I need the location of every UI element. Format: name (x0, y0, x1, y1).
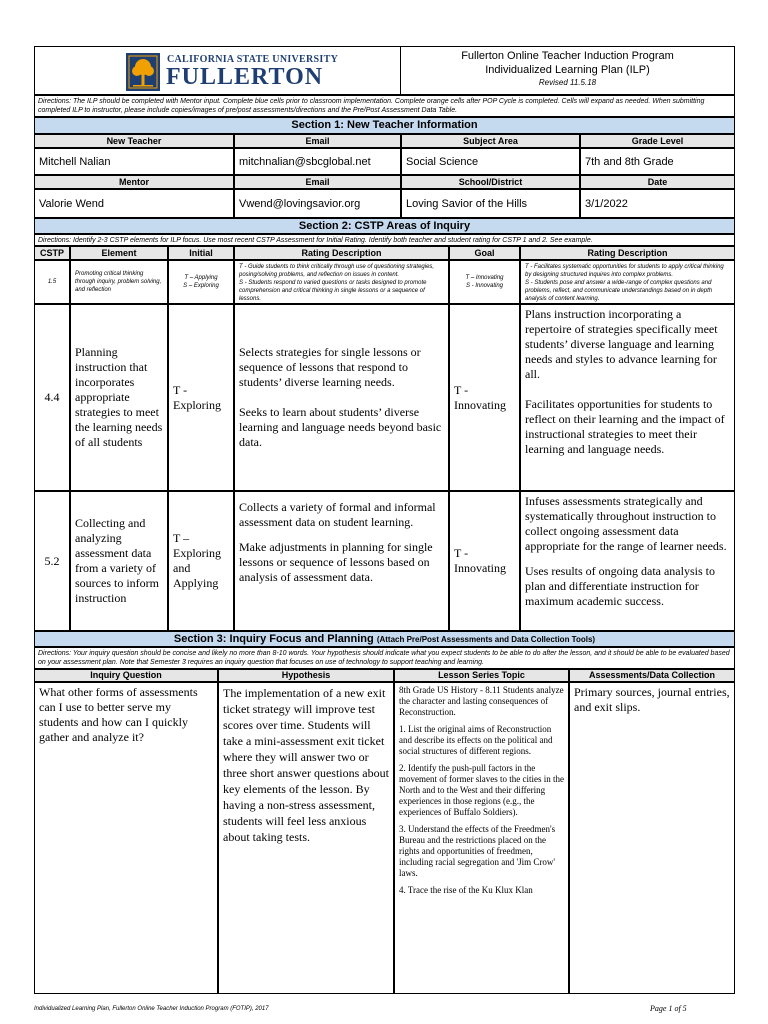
school-value: Loving Savior of the Hills (401, 189, 580, 218)
example-goal: T – Innovating S - Innovating (449, 260, 520, 304)
logo-cell (34, 46, 401, 95)
example-goal-rating: T - Facilitates systematic opportunities for students to apply critical thinking by designing structured inquires into complex problems. S - Students pose and answer a wide-range of complex questions and problems, reflect, and communicate understandings based on in depth analysis of content learning. (520, 260, 735, 304)
section1-title: Section 1: New Teacher Information (34, 117, 735, 134)
university-top-label: CALIFORNIA STATE UNIVERSITY (167, 54, 339, 65)
goal-row-2: T - Innovating (449, 491, 520, 631)
plan-title: Individualized Learning Plan (ILP) (485, 64, 650, 76)
header-hypothesis: Hypothesis (218, 669, 394, 682)
lesson-topic-item: 2. Identify the push-pull factors in the movement of former slaves to the cities in the North and to the West and their differing experiences in those regions (e.g., the experiences of Buffalo Soldiers). (399, 763, 564, 817)
header-new-teacher: New Teacher (34, 134, 234, 148)
goal-rating-row-2-a: Infuses assessments strategically and systematically throughout instruction to collect ongoing assessment data appropriate for the range of learner needs. (525, 494, 727, 553)
lesson-topic-item: 3. Understand the effects of the Freedmen's Bureau and the restrictions placed on the rights and opportunities of freedmen, including racial segregation and 'Jim Crow' laws. (399, 824, 556, 878)
grade-level-value: 7th and 8th Grade (580, 148, 735, 175)
program-title: Fullerton Online Teacher Induction Program (461, 50, 674, 62)
header-lesson-series-topic: Lesson Series Topic (394, 669, 569, 682)
subject-area-value: Social Science (401, 148, 580, 175)
assessments-value: Primary sources, journal entries, and exit slips. (569, 682, 735, 994)
section2-directions: Directions: Identify 2-3 CSTP elements for ILP focus. Use most recent CSTP Assessment for Initial Rating. Identify both teacher and student rating for CSTP 1 and 2. See example. (34, 234, 735, 246)
goal-rating-row-1-a: Plans instruction incorporating a repertoire of strategies specifically meet students’ diverse language and learning needs and styles to advance learning for all. (525, 307, 718, 381)
rating-row-2-b: Make adjustments in planning for single lessons or sequence of lessons based on analysis of assessment data. (239, 540, 433, 584)
header-element: Element (70, 246, 168, 260)
example-cstp: 1.5 (34, 260, 70, 304)
header-school: School/District (401, 175, 580, 189)
university-seal-icon (125, 52, 161, 92)
footer-left: Individualized Learning Plan, Fullerton Online Teacher Induction Program (FOTIP), 2017 (34, 1006, 269, 1012)
goal-rating-row-2-b: Uses results of ongoing data analysis to plan and differentiate instruction for maximum academic success. (525, 564, 715, 608)
program-title-cell (400, 46, 735, 95)
header-mentor-email: Email (234, 175, 401, 189)
lesson-topic-cell (394, 682, 569, 994)
header-initial: Initial (168, 246, 234, 260)
rating-row-2 (234, 491, 449, 631)
inquiry-question-value: What other forms of assessments can I use to better serve my students and how can I quickly gather and analyze it? (34, 682, 218, 994)
goal-row-1: T - Innovating (449, 304, 520, 491)
mentor-value: Valorie Wend (34, 189, 234, 218)
header-goal-rating-description: Rating Description (520, 246, 735, 260)
rating-row-2-a: Collects a variety of formal and informal assessment data on student learning. (239, 500, 436, 529)
lesson-topic-intro: 8th Grade US History - 8.11 Students analyze the character and lasting consequences of Reconstruction. (399, 685, 564, 717)
goal-rating-row-1 (520, 304, 735, 491)
lesson-topic-item: 1. List the original aims of Reconstruction and describe its effects on the political and social structures of different regions. (399, 724, 553, 756)
initial-row-1: T - Exploring (168, 304, 234, 491)
university-name: FULLERTON (166, 64, 324, 90)
element-row-2: Collecting and analyzing assessment data from a variety of sources to inform instruction (70, 491, 168, 631)
directions-main: Directions: The ILP should be completed with Mentor input. Complete blue cells prior to classroom implementation. Complete orange cells after POP Cycle is completed. Cells will expand as needed. When submitting completed ILP to instructor, please include copies/images of pre/post assessments/directions and the Pre/Post Assessment Data Table. (34, 95, 735, 117)
hypothesis-value: The implementation of a new exit ticket strategy will improve test scores over time. Students will take a mini-assessment exit ticket where they will answer two or three short answer questions about key elements of the lesson. By having a non-stress assessment, students will feel less anxious about taking tests. (218, 682, 394, 994)
element-row-1: Planning instruction that incorporates appropriate strategies to meet the learning needs of all students (70, 304, 168, 491)
section2-title: Section 2: CSTP Areas of Inquiry (34, 218, 735, 234)
cstp-row-2: 5.2 (34, 491, 70, 631)
section3-title-note: (Attach Pre/Post Assessments and Data Collection Tools) (376, 635, 596, 644)
date-value: 3/1/2022 (580, 189, 735, 218)
header-subject-area: Subject Area (401, 134, 580, 148)
rating-row-1-a: Selects strategies for single lessons or sequence of lessons that respond to students’ diverse learning needs. (239, 345, 421, 389)
footer-page: Page 1 of 5 (650, 1004, 687, 1013)
header-inquiry-question: Inquiry Question (34, 669, 218, 682)
header-date: Date (580, 175, 735, 189)
header-assessments: Assessments/Data Collection (569, 669, 735, 682)
example-element: Promoting critical thinking through inquiry, problem solving, and reflection (70, 260, 168, 304)
example-initial: T – Applying S – Exploring (168, 260, 234, 304)
initial-row-2: T – Exploring and Applying (168, 491, 234, 631)
section3-directions: Directions: Your inquiry question should be concise and likely no more than 8-10 words. Your hypothesis should indicate what you expect students to be able to do after the lesson, and it should be able to be evaluated based on your assessment plan. Note that Semester 3 requires an inquiry question that focuses on use of technology to support teaching and learning. (34, 647, 735, 669)
header-grade-level: Grade Level (580, 134, 735, 148)
header-email: Email (234, 134, 401, 148)
new-teacher-value: Mitchell Nalian (34, 148, 234, 175)
rating-row-1 (234, 304, 449, 491)
goal-rating-row-1-b: Facilitates opportunities for students to reflect on their learning and the impact of instructional strategies to meet their learning and language needs. (525, 397, 725, 456)
example-rating: T - Guide students to think critically through use of questioning strategies, posing/solving problems, and reflection on issues in content. S - Students respond to varied questions or tasks designed to promote comprehension and critical thinking in single lessons or a sequence of lessons. (234, 260, 449, 304)
mentor-email-value: Vwend@lovingsavior.org (234, 189, 401, 218)
lesson-topic-item: 4. Trace the rise of the Ku Klux Klan (399, 885, 533, 895)
section3-title-bar (34, 631, 735, 647)
goal-rating-row-2 (520, 491, 735, 631)
header-rating-description: Rating Description (234, 246, 449, 260)
header-mentor: Mentor (34, 175, 234, 189)
header-goal: Goal (449, 246, 520, 260)
section3-title: Section 3: Inquiry Focus and Planning (173, 633, 374, 645)
header-cstp: CSTP (34, 246, 70, 260)
rating-row-1-b: Seeks to learn about students’ diverse learning and language needs beyond basic data. (239, 405, 442, 449)
cstp-row-1: 4.4 (34, 304, 70, 491)
teacher-email-value: mitchnalian@sbcglobal.net (234, 148, 401, 175)
revised-date: Revised 11.5.18 (538, 78, 597, 87)
